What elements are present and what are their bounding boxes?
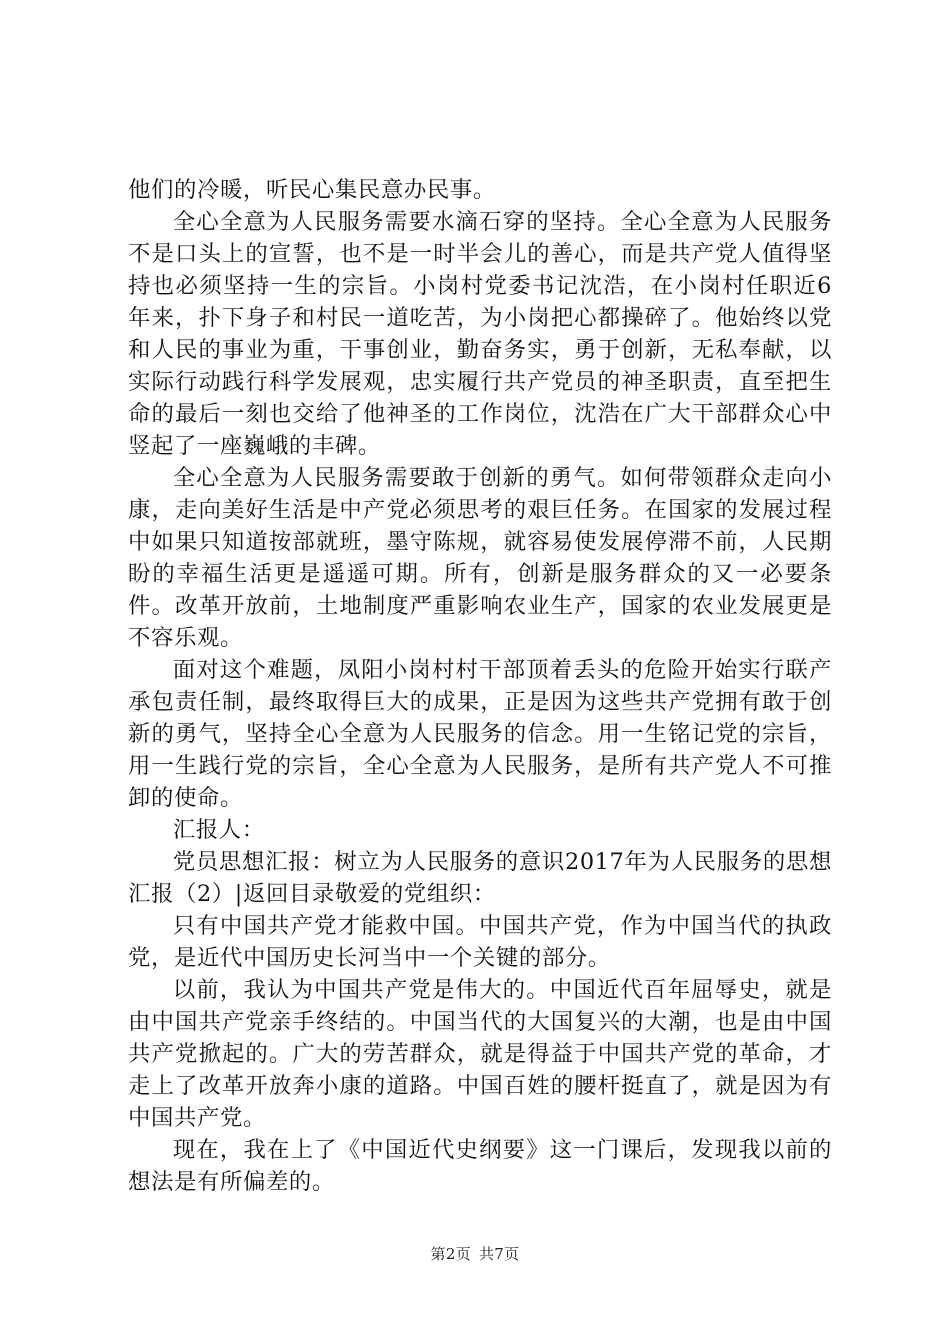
page-number: 第2页 <box>430 1245 471 1263</box>
paragraph-9: 现在，我在上了《中国近代史纲要》这一门课后，发现我以前的想法是有所偏差的。 <box>128 1137 832 1195</box>
page-total: 共7页 <box>479 1245 520 1263</box>
paragraph-2: 全心全意为人民服务需要水滴石穿的坚持。全心全意为人民服务不是口头上的宣誓，也不是一时半会儿的善心，而是共产党人值得坚持也必须坚持一生的宗旨。小岗村党委书记沈浩，在小岗村任职近6年来，扑下身子和村民一道吃苦，为小岗把心都操碎了。他始终以党和人民的事业为重，干事创业，勤奋务实，勇于创新，无私奉献，以实际行动践行科学发展观，忠实履行共产党员的神圣职责，直至把生命的最后一刻也交给了他神圣的工作岗位，沈浩在广大干部群众心中竖起了一座巍峨的丰碑。 <box>128 209 832 459</box>
document-body <box>128 174 832 1198</box>
paragraph-section-heading: 党员思想汇报：树立为人民服务的意识2017年为人民服务的思想汇报（2）|返回目录敬爱的党组织： <box>128 849 832 907</box>
paragraph-7: 只有中国共产党才能救中国。中国共产党，作为中国当代的执政党，是近代中国历史长河当中一个关键的部分。 <box>128 913 832 971</box>
paragraph-8: 以前，我认为中国共产党是伟大的。中国近代百年屈辱史，就是由中国共产党亲手终结的。中国当代的大国复兴的大潮，也是由中国共产党掀起的。广大的劳苦群众，就是得益于中国共产党的革命，才走上了改革开放奔小康的道路。中国百姓的腰杆挺直了，就是因为有中国共产党。 <box>128 977 832 1131</box>
paragraph-3: 全心全意为人民服务需要敢于创新的勇气。如何带领群众走向小康，走向美好生活是中产党必须思考的艰巨任务。在国家的发展过程中如果只知道按部就班，墨守陈规，就容易使发展停滞不前，人民期盼的幸福生活更是遥遥可期。所有，创新是服务群众的又一必要条件。改革开放前，土地制度严重影响农业生产，国家的农业发展更是不容乐观。 <box>128 465 832 651</box>
page-footer <box>0 1244 950 1264</box>
paragraph-reporter: 汇报人： <box>172 817 265 843</box>
paragraph-1: 他们的冷暖，听民心集民意办民事。 <box>128 177 496 203</box>
paragraph-4: 面对这个难题，凤阳小岗村村干部顶着丢头的危险开始实行联产承包责任制，最终取得巨大的成果，正是因为这些共产党拥有敢于创新的勇气，坚持全心全意为人民服务的信念。用一生铭记党的宗旨，用一生践行党的宗旨，全心全意为人民服务，是所有共产党人不可推卸的使命。 <box>128 657 832 811</box>
